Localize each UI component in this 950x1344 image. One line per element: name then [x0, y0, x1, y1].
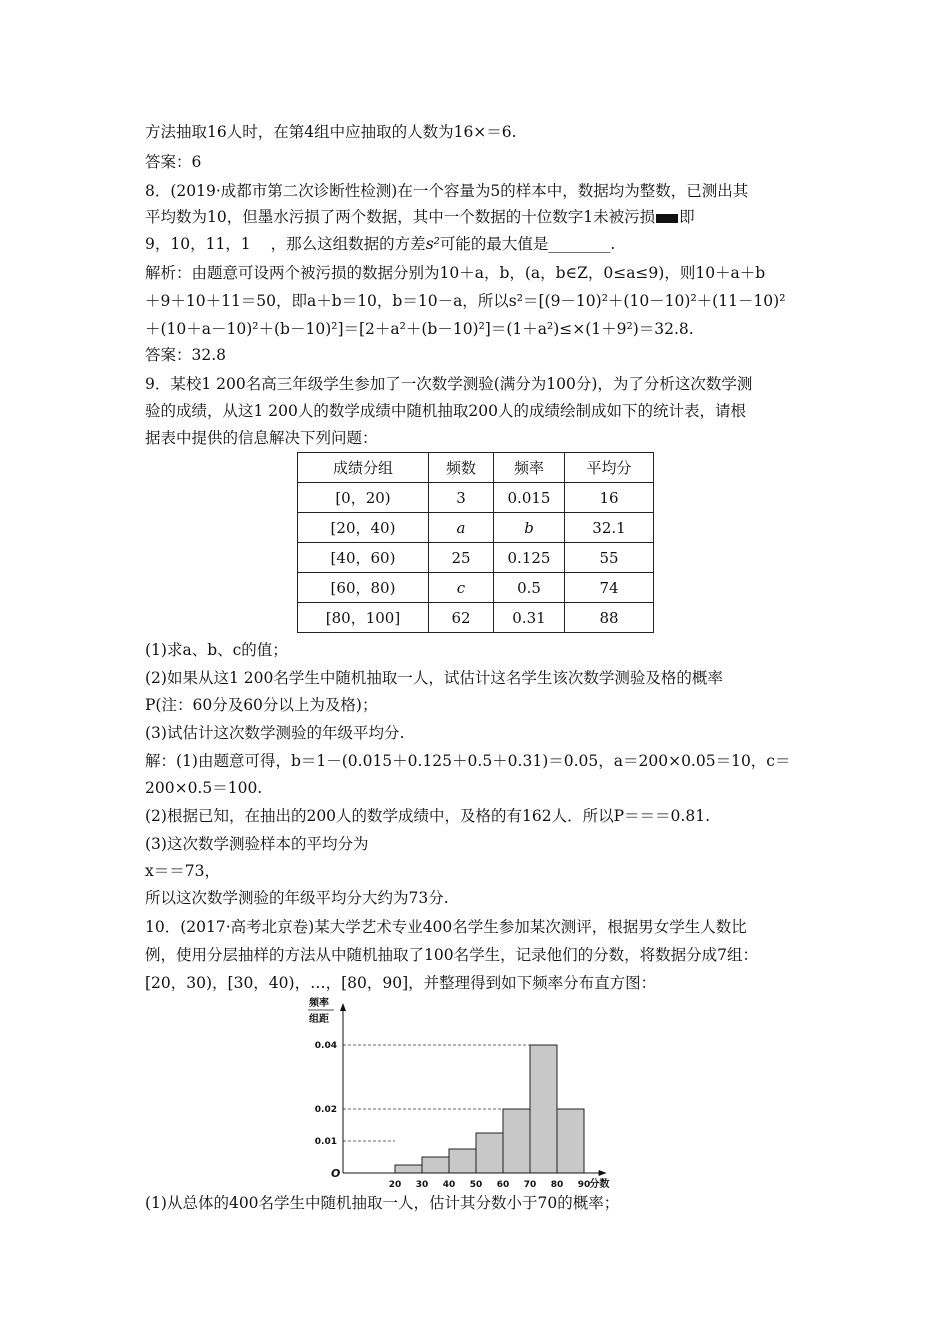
x-tick-label: 80	[550, 1180, 564, 1190]
text-line: 200×0.5＝100.	[145, 779, 263, 797]
text-line: 验的成绩，从这1 200人的数学成绩中随机抽取200人的成绩绘制成如下的统计表，请根	[145, 402, 746, 420]
text-line: ＋9＋10＋11＝50，即a＋b＝10，b＝10－a，所以s²＝[(9－10)²＋(10－10)²＋(11－10)²	[145, 292, 786, 310]
histogram-bar	[395, 1165, 422, 1173]
table-header: 平均分	[565, 453, 654, 483]
histogram-bar	[449, 1149, 476, 1173]
y-tick-label: 0.04	[314, 1041, 337, 1051]
x-tick-label: 30	[415, 1180, 429, 1190]
question-8: 8．(2019·成都市第二次诊断性检测)在一个容量为5的样本中，数据均为整数，已测出其	[145, 182, 749, 200]
y-tick-label: 0.02	[314, 1105, 337, 1115]
y-axis-label-bottom: 组距	[309, 1014, 329, 1025]
histogram-bar	[557, 1109, 584, 1173]
text-line: 所以这次数学测验的年级平均分大约为73分.	[145, 889, 449, 907]
frequency-histogram	[285, 995, 685, 1190]
table-cell: c	[429, 573, 494, 603]
table-cell: 55	[565, 543, 654, 573]
text-line: 例，使用分层抽样的方法从中随机抽取了100名学生，记录他们的分数，将数据分成7组：	[145, 946, 758, 964]
table-header: 频数	[429, 453, 494, 483]
table-header-row	[298, 453, 654, 483]
table-row	[298, 483, 654, 513]
text-line: 答案：6	[145, 153, 202, 171]
text-line: [20，30)，[30，40)，…，[80，90]，并整理得到如下频率分布直方图：	[145, 974, 657, 992]
table-row	[298, 573, 654, 603]
x-axis-arrow	[599, 1170, 607, 1176]
table-cell: 32.1	[565, 513, 654, 543]
table-cell: 62	[429, 603, 494, 633]
y-axis-label-top: 频率	[309, 998, 329, 1009]
table-header: 成绩分组	[298, 453, 429, 483]
question-10-part-1: (1)从总体的400名学生中随机抽取一人，估计其分数小于70的概率；	[145, 1194, 620, 1212]
question-10: 10．(2017·高考北京卷)某大学艺术专业400名学生参加某次测评，根据男女学生人数比	[145, 918, 747, 936]
x-tick-label: 20	[388, 1180, 402, 1190]
origin-label: O	[331, 1167, 341, 1180]
table-cell: 74	[565, 573, 654, 603]
text-line: (3)这次数学测验样本的平均分为	[145, 835, 369, 853]
ink-blot	[656, 214, 678, 223]
table-cell: [40，60)	[298, 543, 429, 573]
table-header: 频率	[494, 453, 565, 483]
table-cell: [60，80)	[298, 573, 429, 603]
x-axis-label: 分数	[589, 1179, 610, 1190]
text-line: 9，10，11，1 ，那么这组数据的方差s²可能的最大值是________.	[145, 235, 616, 253]
table-cell: 16	[565, 483, 654, 513]
part-1: (1)求a、b、c的值；	[145, 641, 288, 659]
table-cell: 0.5	[494, 573, 565, 603]
text-line: ＋(10＋a－10)²＋(b－10)²]＝[2＋a²＋(b－10)²]＝(1＋a²)≤×(1＋9²)＝32.8.	[145, 320, 694, 338]
table-cell: [20，40)	[298, 513, 429, 543]
score-table	[297, 452, 654, 633]
text-line: 方法抽取16人时，在第4组中应抽取的人数为16×＝6.	[145, 123, 517, 141]
solution-8: 解析：由题意可设两个被污损的数据分别为10＋a，b，(a，b∈Z，0≤a≤9)，则10＋a＋b	[145, 264, 766, 282]
x-tick-label: 70	[523, 1180, 537, 1190]
table-cell: b	[494, 513, 565, 543]
table-row	[298, 543, 654, 573]
histogram-bar	[476, 1133, 503, 1173]
table-row	[298, 603, 654, 633]
part-2: (2)如果从这1 200名学生中随机抽取一人，试估计这名学生该次数学测验及格的概率	[145, 669, 723, 687]
x-tick-label: 90	[577, 1180, 591, 1190]
x-tick-label: 60	[496, 1180, 510, 1190]
table-cell: 0.125	[494, 543, 565, 573]
text-line: 平均数为10，但墨水污损了两个数据，其中一个数据的十位数字1未被污损 即	[145, 208, 695, 226]
table-cell: 0.015	[494, 483, 565, 513]
table-cell: 0.31	[494, 603, 565, 633]
histogram-bar	[422, 1157, 449, 1173]
histogram-bar	[530, 1045, 557, 1173]
part-3: (3)试估计这次数学测验的年级平均分.	[145, 724, 405, 742]
text-line: 据表中提供的信息解决下列问题：	[145, 429, 378, 447]
table-cell: 25	[429, 543, 494, 573]
answer-8: 答案：32.8	[145, 346, 227, 364]
table-cell: 88	[565, 603, 654, 633]
x-tick-label: 50	[469, 1180, 483, 1190]
text-line: x＝＝73，	[145, 862, 220, 880]
table-cell: a	[429, 513, 494, 543]
text-line: P(注：60分及60分以上为及格)；	[145, 696, 378, 714]
question-9: 9．某校1 200名高三年级学生参加了一次数学测验(满分为100分)，为了分析这次数学测	[145, 375, 753, 393]
solution-9: 解：(1)由题意可得，b＝1－(0.015＋0.125＋0.5＋0.31)＝0.05，a＝200×0.05＝10，c＝	[145, 752, 791, 770]
y-axis-arrow	[340, 1003, 346, 1011]
table-cell: [0，20)	[298, 483, 429, 513]
y-tick-label: 0.01	[314, 1137, 337, 1147]
table-row	[298, 513, 654, 543]
histogram-bar	[503, 1109, 530, 1173]
text-line: (2)根据已知，在抽出的200人的数学成绩中，及格的有162人．所以P＝＝＝0.81.	[145, 807, 710, 825]
table-cell: [80，100]	[298, 603, 429, 633]
x-tick-label: 40	[442, 1180, 456, 1190]
table-cell: 3	[429, 483, 494, 513]
